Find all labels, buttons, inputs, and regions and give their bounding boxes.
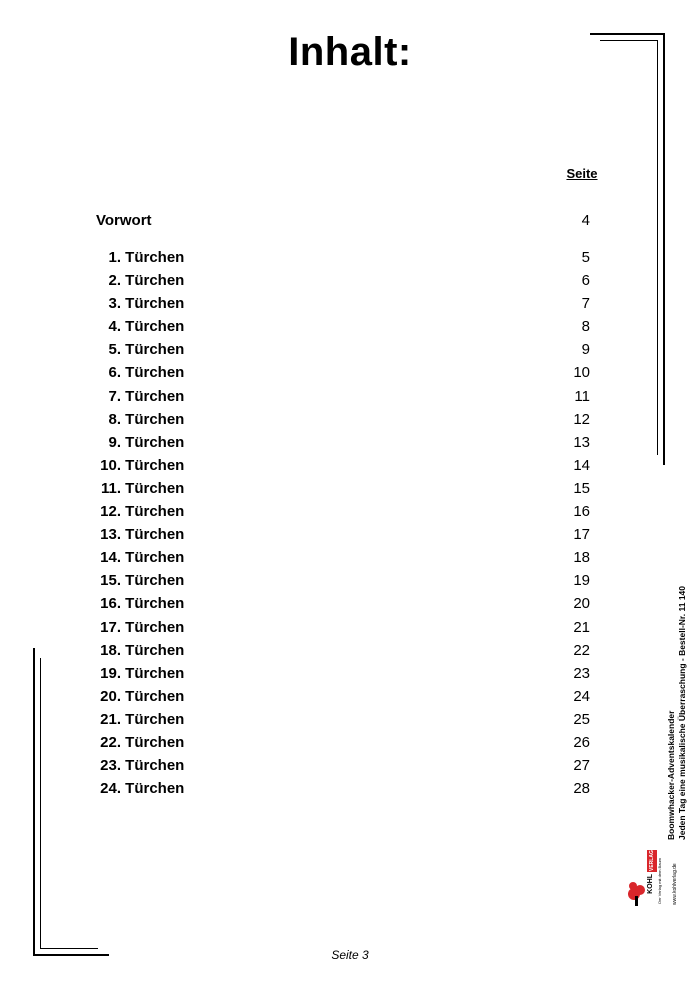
publisher-badge: VERLAG — [649, 850, 655, 872]
toc-entry-page: 11 — [574, 387, 590, 405]
toc-vorwort-label: Vorwort — [96, 212, 152, 229]
toc-entry-page: 23 — [573, 664, 590, 682]
toc-entry-number: 10. — [100, 456, 121, 474]
toc-entry-text: Türchen — [125, 295, 185, 313]
toc-entry-text: Türchen — [125, 433, 185, 451]
toc-entry-page: 19 — [573, 572, 590, 590]
toc-entry-label — [96, 572, 184, 589]
toc-entry — [96, 388, 590, 411]
toc-entry-label — [96, 388, 184, 405]
frame-top-right-inner-v — [657, 40, 658, 455]
toc-entry — [96, 411, 590, 434]
toc-entry-page: 15 — [573, 479, 590, 497]
toc-entry-page: 21 — [573, 618, 590, 636]
toc-entry-label — [96, 757, 184, 774]
toc-entry-page: 28 — [573, 780, 590, 798]
toc-entry-text: Türchen — [125, 503, 185, 521]
toc-entry-number: 1. — [108, 249, 121, 266]
toc-entry-page: 6 — [581, 272, 590, 290]
toc-entry-number: 15. — [100, 572, 121, 590]
toc-entry — [96, 549, 590, 572]
toc-entry-number: 8. — [108, 410, 121, 428]
table-of-contents — [96, 249, 590, 803]
toc-entry-label — [96, 549, 184, 566]
toc-entry — [96, 619, 590, 642]
toc-entry — [96, 503, 590, 526]
toc-entry-number: 13. — [100, 526, 121, 544]
toc-entry-page: 5 — [581, 249, 590, 266]
toc-entry-text: Türchen — [125, 272, 185, 290]
toc-entry-label — [96, 411, 184, 428]
toc-entry-label — [96, 434, 184, 451]
toc-entry-label — [96, 295, 184, 312]
toc-entry-page: 20 — [573, 595, 590, 613]
toc-entry-label — [96, 642, 184, 659]
toc-entry-text: Türchen — [125, 641, 185, 659]
toc-entry — [96, 595, 590, 618]
toc-entry-number: 7. — [108, 387, 121, 405]
toc-entry — [96, 457, 590, 480]
toc-entry — [96, 665, 590, 688]
toc-entry-number: 17. — [100, 618, 121, 636]
toc-entry-number: 24. — [100, 780, 121, 798]
toc-entry — [96, 688, 590, 711]
toc-entry-text: Türchen — [125, 687, 185, 705]
toc-entry-page: 10 — [573, 364, 590, 382]
toc-entry-page: 25 — [573, 710, 590, 728]
toc-entry-number: 9. — [108, 433, 121, 451]
toc-entry-label — [96, 249, 184, 266]
toc-entry-number: 21. — [100, 710, 121, 728]
toc-entry — [96, 480, 590, 503]
toc-vorwort-page: 4 — [581, 212, 590, 229]
toc-entry-label — [96, 480, 184, 497]
toc-entry-text: Türchen — [125, 595, 185, 613]
toc-entry-text: Türchen — [125, 318, 185, 336]
toc-entry — [96, 780, 590, 803]
toc-entry-number: 2. — [108, 272, 121, 290]
toc-entry-number: 14. — [100, 549, 121, 567]
side-book-info — [666, 586, 688, 840]
toc-entry-number: 4. — [108, 318, 121, 336]
page-number-footer: Seite 3 — [331, 948, 369, 962]
toc-entry — [96, 734, 590, 757]
publisher-logo — [625, 848, 665, 908]
toc-entry-label — [96, 665, 184, 682]
toc-entry-page: 8 — [581, 318, 590, 336]
toc-entry-page: 14 — [573, 456, 590, 474]
frame-bottom-left-inner-v — [40, 658, 41, 949]
frame-top-right-outer-v — [663, 33, 665, 465]
toc-entry-label — [96, 595, 184, 612]
toc-entry-page: 24 — [573, 687, 590, 705]
toc-entry — [96, 295, 590, 318]
publisher-name: KOHL — [647, 874, 654, 894]
toc-entry-page: 13 — [573, 433, 590, 451]
toc-entry-label — [96, 457, 184, 474]
toc-entry-text: Türchen — [125, 341, 185, 359]
toc-entry-page: 17 — [573, 526, 590, 544]
toc-entry-number: 6. — [108, 364, 121, 382]
toc-entry — [96, 757, 590, 780]
toc-entry-text: Türchen — [125, 479, 185, 497]
toc-entry-text: Türchen — [125, 780, 185, 798]
toc-entry — [96, 249, 590, 272]
toc-entry-label — [96, 526, 184, 543]
toc-entry-label — [96, 341, 184, 358]
toc-entry-number: 20. — [100, 687, 121, 705]
toc-entry-page: 27 — [573, 757, 590, 775]
side-book-subtitle: Jeden Tag eine musikalische Überraschung - Bestell-Nr. 11 140 — [677, 585, 687, 840]
toc-entry-text: Türchen — [125, 387, 185, 405]
toc-entry-text: Türchen — [125, 733, 185, 751]
toc-entry — [96, 526, 590, 549]
toc-entry-label — [96, 619, 184, 636]
toc-entry — [96, 318, 590, 341]
toc-entry-text: Türchen — [125, 364, 185, 382]
page-column-header: Seite — [566, 166, 598, 181]
toc-entry-number: 19. — [100, 664, 121, 682]
toc-entry-label — [96, 272, 184, 289]
publisher-slogan: Der Verlag mit dem Baum — [657, 858, 662, 904]
toc-entry-label — [96, 780, 184, 797]
toc-entry-text: Türchen — [125, 456, 185, 474]
toc-entry-text: Türchen — [125, 572, 185, 590]
toc-entry — [96, 711, 590, 734]
publisher-url: www.kohlverlag.de — [672, 863, 678, 905]
toc-entry-page: 12 — [573, 410, 590, 428]
toc-entry-text: Türchen — [125, 549, 185, 567]
toc-entry-number: 22. — [100, 733, 121, 751]
toc-entry-page: 18 — [573, 549, 590, 567]
frame-bottom-left-outer-v — [33, 648, 35, 956]
toc-entry-text: Türchen — [125, 618, 185, 636]
toc-entry-label — [96, 364, 184, 381]
toc-entry-text: Türchen — [125, 410, 185, 428]
toc-entry-number: 11. — [100, 479, 121, 497]
toc-entry-number: 12. — [100, 503, 121, 521]
toc-entry-text: Türchen — [125, 249, 185, 266]
toc-entry-number: 5. — [108, 341, 121, 359]
toc-entry-page: 26 — [573, 733, 590, 751]
toc-entry — [96, 434, 590, 457]
toc-entry-number: 16. — [100, 595, 121, 613]
toc-entry-label — [96, 734, 184, 751]
toc-entry-label — [96, 318, 184, 335]
toc-entry-page: 7 — [581, 295, 590, 313]
toc-entry-label — [96, 688, 184, 705]
toc-entry-number: 18. — [100, 641, 121, 659]
toc-entry — [96, 642, 590, 665]
toc-entry-text: Türchen — [125, 526, 185, 544]
toc-entry — [96, 341, 590, 364]
toc-entry — [96, 272, 590, 295]
toc-entry-number: 3. — [108, 295, 121, 313]
side-book-title: Boomwhacker-Adventskalender — [666, 710, 676, 840]
toc-entry-text: Türchen — [125, 664, 185, 682]
toc-entry-text: Türchen — [125, 710, 185, 728]
toc-entry-label — [96, 711, 184, 728]
toc-entry-text: Türchen — [125, 757, 185, 775]
toc-entry-page: 16 — [573, 503, 590, 521]
toc-entry-page: 9 — [581, 341, 590, 359]
toc-entry-number: 23. — [100, 757, 121, 775]
toc-entry-label — [96, 503, 184, 520]
toc-entry — [96, 364, 590, 387]
toc-entry — [96, 572, 590, 595]
toc-entry-page: 22 — [573, 641, 590, 659]
page-title: Inhalt: — [288, 30, 412, 74]
